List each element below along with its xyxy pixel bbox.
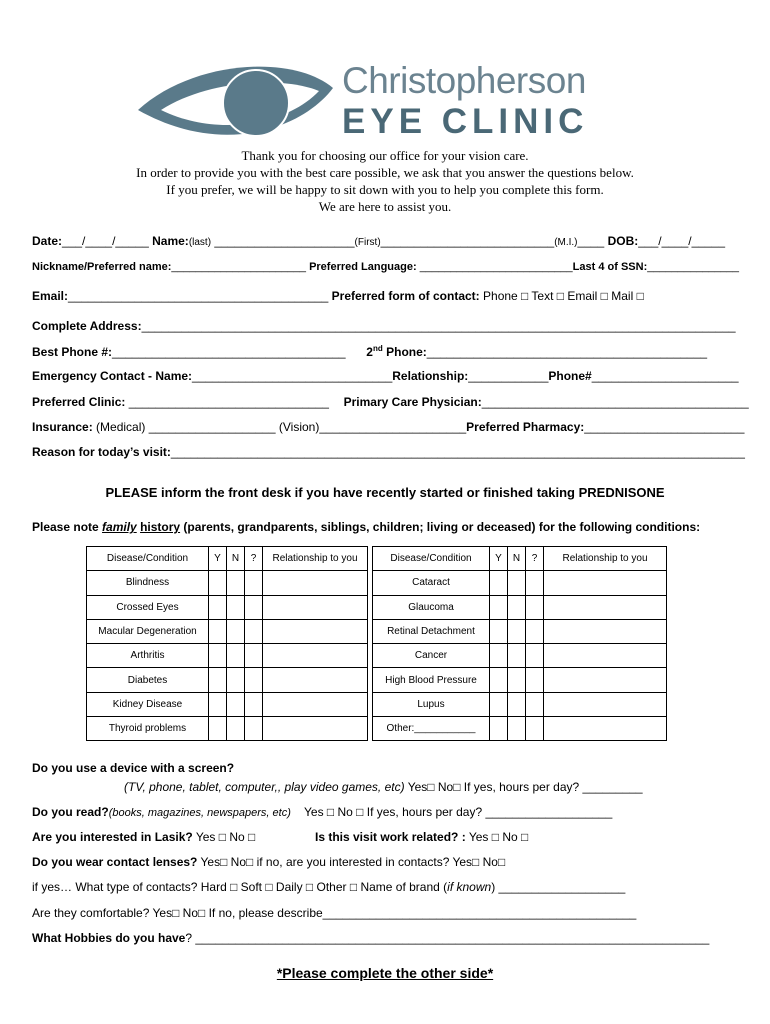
middle-initial-label: (M.I.) [554, 237, 578, 248]
contact-type-row[interactable]: if yes… What type of contacts? Hard □ Soft □ Daily □ Other □ Name of brand (if known) ___________________ [32, 880, 626, 894]
intro-line-3: If you prefer, we will be happy to sit down with you to help you complete this form. [166, 182, 604, 197]
address-field[interactable]: _________________________________________________________________________________________ [141, 319, 736, 333]
emergency-field[interactable]: ______________________________ [192, 369, 393, 383]
last-name-label: (last) [188, 237, 212, 248]
table-row: Diabetes High Blood Pressure [87, 668, 667, 692]
insurance-row [32, 420, 744, 434]
footer-note: *Please complete the other side* [276, 965, 494, 981]
ssn-label: Last 4 of SSN: [572, 261, 648, 273]
reason-field[interactable]: ______________________________________________________________________________________ [170, 445, 745, 459]
col-header-relationship: Relationship to you [263, 547, 368, 571]
table-row: Kidney Disease Lupus [87, 692, 667, 716]
intro-line-2: In order to provide you with the best care possible, we ask that you answer the questions below. [136, 165, 634, 180]
brand-name: Christopherson [342, 60, 586, 101]
table-header-row [87, 547, 667, 571]
col-header-no-2: N [508, 547, 526, 571]
read-answer[interactable]: Yes □ No □ If yes, hours per day? ___________________ [304, 805, 613, 819]
second-phone-label: 2nd Phone: [366, 344, 427, 359]
email-label: Email: [32, 289, 69, 303]
contacts-row [32, 855, 505, 869]
medical-field[interactable]: ___________________ [148, 420, 276, 434]
language-field[interactable]: _________________________ [419, 261, 573, 273]
second-phone-field[interactable]: __________________________________________ [426, 345, 708, 359]
nickname-label: Nickname/Preferred name: [32, 261, 172, 273]
table-row: Macular Degeneration Retinal Detachment [87, 619, 667, 643]
pcp-label: Primary Care Physician: [343, 395, 482, 409]
device-answer-row [124, 780, 643, 794]
family-history-table [86, 546, 667, 741]
device-detail: (TV, phone, tablet, computer,, play video games, etc) [124, 780, 405, 794]
reason-row [32, 445, 745, 459]
work-question: Is this visit work related? : [315, 830, 466, 844]
phone-row [32, 344, 707, 359]
prednisone-notice: PLEASE inform the front desk if you have recently started or finished taking PREDNISONE [105, 485, 665, 500]
language-label: Preferred Language: [309, 261, 417, 273]
contacts-question: Do you wear contact lenses? [32, 855, 198, 869]
table-row: Arthritis Cancer [87, 644, 667, 668]
col-header-yes: Y [209, 547, 227, 571]
date-field[interactable]: ___/____/_____ [62, 234, 149, 248]
relationship-label: Relationship: [392, 369, 469, 383]
pharmacy-label: Preferred Pharmacy: [466, 420, 585, 434]
contact-label: Preferred form of contact: [331, 289, 480, 303]
device-question: Do you use a device with a screen? [32, 761, 235, 775]
emergency-phone-field[interactable]: ______________________ [591, 369, 739, 383]
address-row [32, 319, 736, 333]
comfort-row[interactable]: Are they comfortable? Yes□ No□ If no, please describe_______________________________________________ [32, 906, 637, 920]
vision-label: (Vision) [278, 420, 320, 434]
dob-label: DOB: [607, 234, 639, 248]
address-label: Complete Address: [32, 319, 142, 333]
vision-field[interactable]: ______________________ [319, 420, 467, 434]
lasik-question: Are you interested in Lasik? [32, 830, 193, 844]
read-question: Do you read? [32, 805, 109, 819]
clinic-label: Preferred Clinic: [32, 395, 126, 409]
hobbies-question: What Hobbies do you have [32, 931, 186, 945]
middle-initial-field[interactable]: ____ [577, 234, 605, 248]
last-name-field[interactable]: _____________________ [214, 234, 355, 248]
read-row [32, 805, 291, 819]
contact-options[interactable]: Phone □ Text □ Email □ Mail □ [483, 289, 644, 303]
col-header-relationship-2: Relationship to you [544, 547, 667, 571]
contacts-answer[interactable]: Yes□ No□ if no, are you interested in contacts? Yes□ No□ [197, 855, 506, 869]
col-header-unknown-2: ? [526, 547, 544, 571]
device-answer[interactable]: Yes□ No□ If yes, hours per day? _________ [404, 780, 643, 794]
emergency-row [32, 369, 739, 383]
clinic-row [32, 395, 749, 409]
lasik-answer[interactable]: Yes □ No □ [192, 830, 256, 844]
lasik-row [32, 830, 255, 844]
date-label: Date: [32, 234, 63, 248]
brand-subtitle: EYE CLINIC [342, 102, 589, 141]
table-row: Crossed Eyes Glaucoma [87, 595, 667, 619]
relationship-field[interactable]: ____________ [468, 369, 549, 383]
pharmacy-field[interactable]: ________________________ [584, 420, 745, 434]
first-name-label: (First) [354, 237, 381, 248]
family-history-note: Please note family history (parents, grandparents, siblings, children; living or deceased) for the following conditions: [32, 520, 701, 534]
hobbies-field[interactable]: ? _____________________________________________________________________________ [185, 931, 710, 945]
email-row [32, 289, 644, 303]
first-name-field[interactable]: __________________________ [380, 234, 555, 248]
name-dob-row [32, 234, 725, 248]
hobbies-row[interactable] [32, 931, 709, 945]
work-answer[interactable]: Yes □ No □ [465, 830, 529, 844]
col-header-disease-2: Disease/Condition [373, 547, 490, 571]
insurance-label: Insurance: [32, 420, 93, 434]
col-header-yes-2: Y [490, 547, 508, 571]
work-row [315, 830, 528, 844]
dob-field[interactable]: ___/____/_____ [638, 234, 725, 248]
ssn-field[interactable]: _______________ [647, 261, 740, 273]
emergency-phone-label: Phone# [548, 369, 592, 383]
intro-line-1: Thank you for choosing our office for your vision care. [241, 148, 529, 163]
col-header-unknown: ? [245, 547, 263, 571]
nickname-row [32, 261, 739, 273]
reason-label: Reason for today’s visit: [32, 445, 171, 459]
pcp-field[interactable]: ________________________________________ [481, 395, 749, 409]
medical-label: (Medical) [96, 420, 146, 434]
table-row: Blindness Cataract [87, 571, 667, 595]
best-phone-label: Best Phone #: [32, 345, 113, 359]
intro-line-4: We are here to assist you. [318, 199, 452, 214]
col-header-no: N [227, 547, 245, 571]
read-detail: (books, magazines, newspapers, etc) [108, 807, 291, 819]
clinic-field[interactable]: ______________________________ [128, 395, 329, 409]
best-phone-field[interactable]: ___________________________________ [112, 345, 346, 359]
name-label: Name: [152, 234, 189, 248]
email-field[interactable]: _______________________________________ [68, 289, 329, 303]
emergency-label: Emergency Contact - Name: [32, 369, 193, 383]
nickname-field[interactable]: ______________________ [171, 261, 306, 273]
table-row: Thyroid problems Other:___________ [87, 717, 667, 741]
col-header-disease: Disease/Condition [87, 547, 209, 571]
